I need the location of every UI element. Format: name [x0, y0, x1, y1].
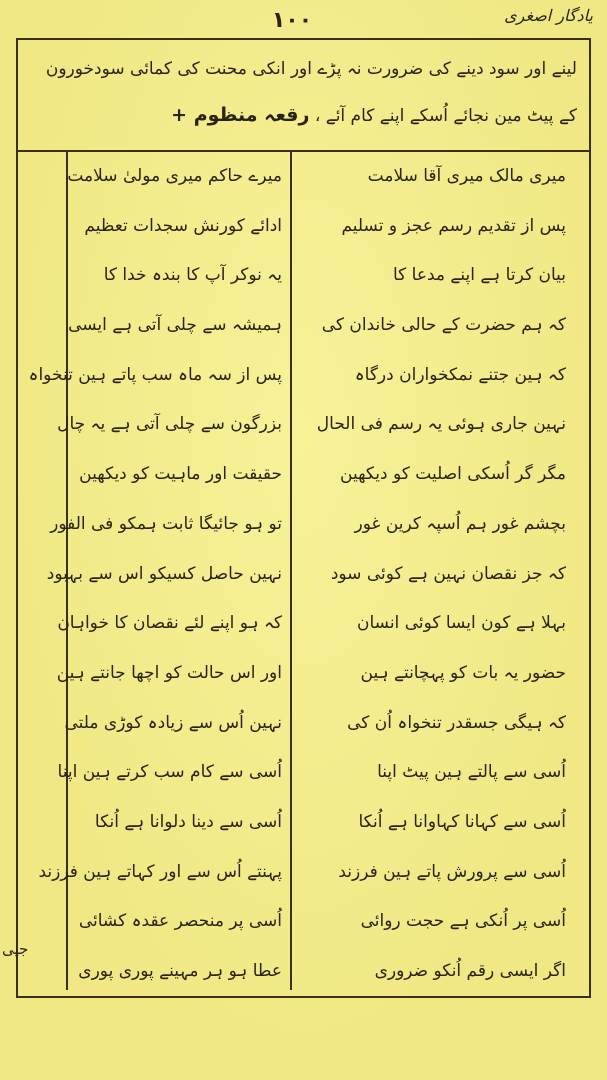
verse-line: کہ ہو اپنے لئے نقصان کا خواہان — [57, 613, 282, 634]
intro-paragraph — [18, 40, 589, 150]
poem-title: رقعہ منظوم + — [171, 104, 310, 126]
verse-line: عطا ہو ہر مہینے پوری پوری — [78, 961, 282, 981]
verse-line: بیان کرتا ہے اپنے مدعا کا — [392, 265, 566, 286]
running-head: یادگار اصغری — [504, 6, 593, 25]
verse-line: کہ جز نقصان نہین ہے کوئی سود — [330, 563, 566, 584]
intro-line-text: کے پیٹ مین نجائے اُسکے اپنے کام آئے ، — [314, 106, 577, 126]
verse-line: اُسی پر اُنکی ہے حجت روائی — [360, 911, 566, 932]
verse-line: پس از تقدیم رسم عجز و تسلیم — [341, 215, 566, 236]
poem-column-right — [292, 152, 574, 997]
verse-line: پہنتے اُس سے اور کہاتے ہین فرزند — [38, 861, 282, 882]
verse-line: تو ہو جائیگا ثابت ہمکو فی الفور — [50, 513, 282, 534]
verse-line: نہین اُس سے زیادہ کوڑی ملتی — [64, 712, 282, 733]
verse-line: بچشم غور ہم اُسپہ کرین غور — [354, 513, 566, 534]
verse-line: نہین جاری ہوئی یہ رسم فی الحال — [316, 414, 566, 435]
verse-line: بزرگون سے چلی آتی ہے یہ چال — [57, 414, 282, 435]
verse-line: بہلا ہے کون ایسا کوئی انسان — [357, 613, 566, 634]
verse-line: اُسی پر منحصر عقدہ کشائی — [78, 911, 282, 932]
intro-line: لینے اور سود دینے کی ضرورت نہ پڑے اور انکی محنت کی کمائی سودخورون — [45, 59, 577, 79]
verse-line: حضور یہ بات کو پہچانتے ہین — [360, 662, 566, 683]
verse-line: اور اس حالت کو اچھا جانتے ہین — [56, 662, 282, 683]
verse-line: اُسی سے کام سب کرتے ہین اپنا — [57, 762, 282, 783]
verse-line: یہ نوکر آپ کا بندہ خدا کا — [103, 265, 282, 286]
verse-line: کہ ہین جتنے نمکخواران درگاہ — [354, 364, 566, 385]
verse-line: ہمیشہ سے چلی آتی ہے ایسی — [68, 315, 282, 336]
verse-line: میری مالک میری آقا سلامت — [367, 166, 566, 186]
verse-line: کہ ہیگی جسقدر تنخواہ اُن کی — [347, 712, 566, 733]
verse-line: پس از سہ ماہ سب پاتے ہین تنخواہ — [28, 364, 282, 385]
verse-line: کہ ہم حضرت کے حالی خاندان کی — [321, 315, 566, 336]
verse-line: اُسی سے پالتے ہین پیٹ اپنا — [377, 762, 566, 783]
verse-line: حقیقت اور ماہیت کو دیکھین — [79, 464, 282, 485]
verse-line: ادائے کورنش سجدات تعظیم — [84, 215, 282, 236]
verse-line: نہین حاصل کسیکو اس سے بہبود — [46, 563, 282, 584]
intro-line — [30, 92, 577, 139]
verse-line: اُسی سے کہانا کہاوانا ہے اُنکا — [358, 811, 566, 832]
verse-line: اُسی سے دینا دلوانا ہے اُنکا — [94, 811, 282, 832]
margin-catchword: جیی — [2, 940, 29, 958]
poem-column-left — [28, 152, 290, 997]
verse-line: اُسی سے پرورش پاتے ہین فرزند — [338, 861, 566, 882]
verse-line: اگر ایسی رقم اُنکو ضروری — [374, 961, 566, 981]
verse-line: میرے حاکم میری مولیٰ سلامت — [67, 166, 282, 186]
verse-line: مگر گر اُسکی اصلیت کو دیکھین — [340, 464, 566, 485]
page-number: ۱۰۰ — [271, 8, 313, 33]
